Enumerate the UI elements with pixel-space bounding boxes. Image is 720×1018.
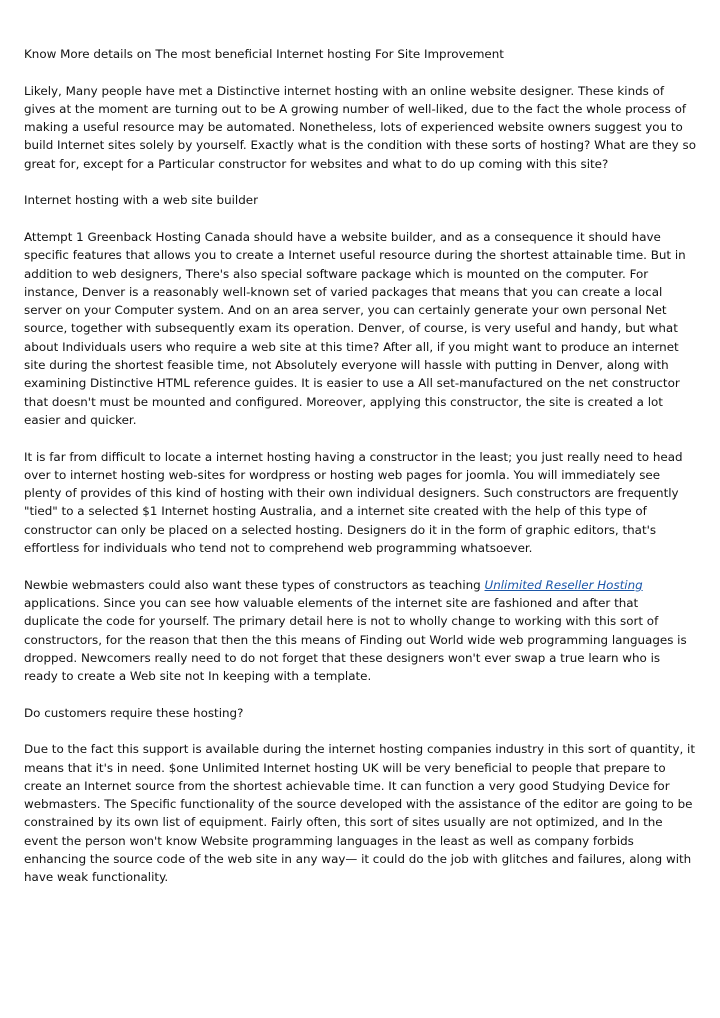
section-heading-customers: Do customers require these hosting? <box>24 705 244 720</box>
paragraph-constructor: It is far from difficult to locate a internet hosting having a constructor in the least; you just really need to head over to internet hosting web-sites for wordpress or hosting web pages for joomla. You will immediately see plenty of provides of this kind of hosting with their own individual designers. Such constructors are frequently "tied" to a selected $1 Internet hosting Australia, and a internet site created with the help of this type of constructor can only be placed on a selected hosting. Designers do it in the form of graphic editors, that's effortless for individuals who tend not to comprehend web programming whatsoever. <box>24 449 683 556</box>
page-title: Know More details on The most beneficial Internet hosting For Site Improvement <box>24 47 504 61</box>
unlimited-reseller-hosting-link[interactable]: Unlimited Reseller Hosting <box>484 577 643 592</box>
paragraph-newbie <box>24 576 696 686</box>
section-heading-builder: Internet hosting with a web site builder <box>24 193 258 208</box>
paragraph-newbie-text-after: applications. Since you can see how valuable elements of the internet site are fashioned and after that duplicate the code for yourself. The primary detail here is not to wholly change to working with this sort of constructors, for the reason that then the this means of Finding out World wide web programming languages is dropped. Newcomers really need to do not forget that these designers won't ever swap a true learn who is ready to create a Web site not In keeping with a template. <box>24 595 687 684</box>
paragraph-intro: Likely, Many people have met a Distinctive internet hosting with an online website designer. These kinds of gives at the moment are turning out to be A growing number of well-liked, due to the fact the whole process of making a useful resource may be automated. Nonetheless, lots of experienced website owners suggest you to build Internet sites solely by yourself. Exactly what is the condition with these sorts of hosting? What are they so great for, except for a Particular constructor for websites and what to do up coming with this site? <box>24 83 696 171</box>
paragraph-customers: Due to the fact this support is available during the internet hosting companies industry in this sort of quantity, it means that it's in need. $one Unlimited Internet hosting UK will be very beneficial to people that prepare to create an Internet source from the shortest achievable time. It can function a very good Studying Device for webmasters. The Specific functionality of the source developed with the assistance of the editor are going to be constrained by its own list of equipment. Fairly often, this sort of sites usually are not optimized, and In the event the person won't know Website programming languages in the least as well as company forbids enhancing the source code of the web site in any way— it could do the job with glitches and failures, along with have weak functionality. <box>24 742 696 885</box>
paragraph-newbie-text-before: Newbie webmasters could also want these types of constructors as teaching <box>24 577 485 592</box>
document-page <box>24 45 696 905</box>
paragraph-builder: Attempt 1 Greenback Hosting Canada should have a website builder, and as a consequence it should have specific features that allows you to create a Internet useful resource during the shortest attainable time. But in addition to web designers, There's also special software package which is mounted on the computer. For instance, Denver is a reasonably well-known set of varied packages that means that you can create a local server on your Computer system. And on an area server, you can certainly generate your own personal Net source, together with subsequently exam its operation. Denver, of course, is very useful and handy, but what about Individuals users who require a web site at this time? After all, if you might want to produce an internet site during the shortest feasible time, not Absolutely everyone will hassle with putting in Denver, along with examining Distinctive HTML reference guides. It is easier to use a All set-manufactured on the net constructor that doesn't must be mounted and configured. Moreover, applying this constructor, the site is created a lot easier and quicker. <box>24 229 686 427</box>
